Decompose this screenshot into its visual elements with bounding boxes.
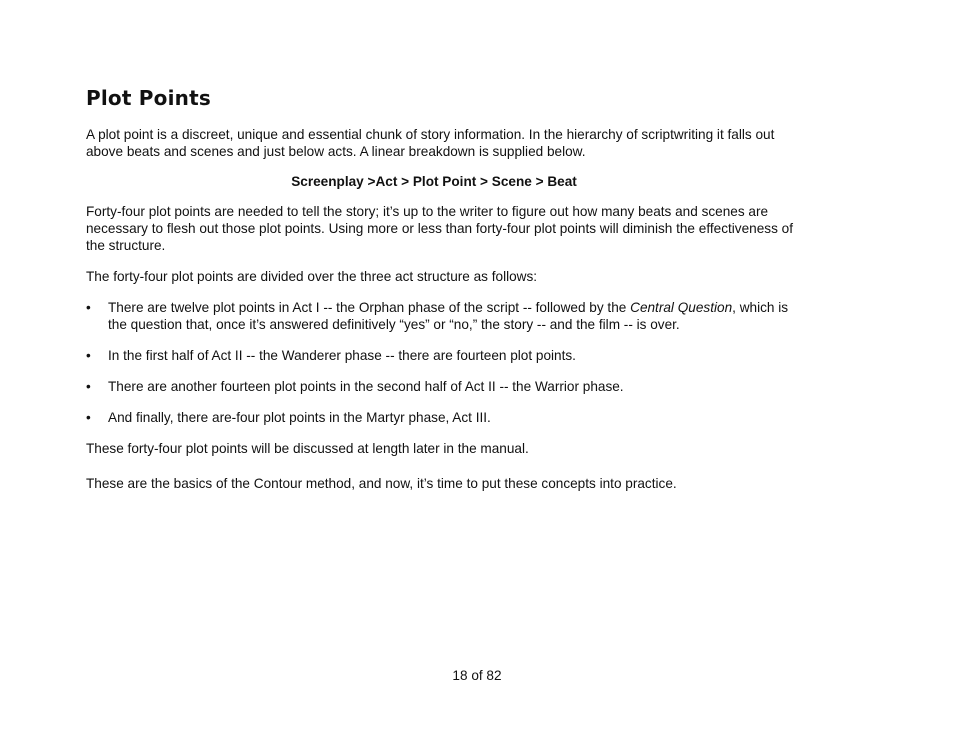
divided-paragraph: The forty-four plot points are divided over the three act structure as follows: — [86, 269, 538, 284]
list-item-text-after: , which is the question that, once it’s answered definitively “yes” or “no,” the story -- and the film -- is over. — [108, 300, 789, 332]
list-item — [86, 378, 796, 395]
intro-paragraph: A plot point is a discreet, unique and essential chunk of story information. In the hierarchy of scriptwriting it falls out above beats and scenes and just below acts. A linear breakdown is supplied below. — [86, 127, 775, 159]
bullet-icon: • — [86, 410, 91, 425]
forty-four-paragraph: Forty-four plot points are needed to tell the story; it’s up to the writer to figure out how many beats and scenes are necessary to flesh out those plot points. Using more or less than forty-four plot points will diminish the effectiveness of the structure. — [86, 204, 793, 253]
hierarchy-line: Screenplay >Act > Plot Point > Scene > Beat — [291, 174, 577, 189]
list-item-text: In the first half of Act II -- the Wanderer phase -- there are fourteen plot points. — [108, 348, 576, 363]
bullet-icon: • — [86, 348, 91, 363]
plot-point-list — [86, 299, 796, 426]
document-page — [86, 86, 796, 506]
list-item-emphasis: Central Question — [630, 300, 733, 315]
list-item — [86, 347, 796, 364]
page-number: 18 of 82 — [452, 668, 502, 683]
list-item — [86, 409, 796, 426]
list-item-text-before: There are twelve plot points in Act I -- the Orphan phase of the script -- followed by the — [108, 300, 631, 315]
section-title: Plot Points — [86, 86, 211, 110]
list-item-text: And finally, there are-four plot points in the Martyr phase, Act III. — [108, 410, 491, 425]
discussed-paragraph: These forty-four plot points will be discussed at length later in the manual. — [86, 441, 529, 456]
list-item — [86, 299, 796, 333]
list-item-text: There are another fourteen plot points in the second half of Act II -- the Warrior phase. — [108, 379, 624, 394]
bullet-icon: • — [86, 379, 91, 394]
bullet-icon: • — [86, 300, 91, 315]
basics-paragraph: These are the basics of the Contour method, and now, it’s time to put these concepts into practice. — [86, 476, 677, 491]
